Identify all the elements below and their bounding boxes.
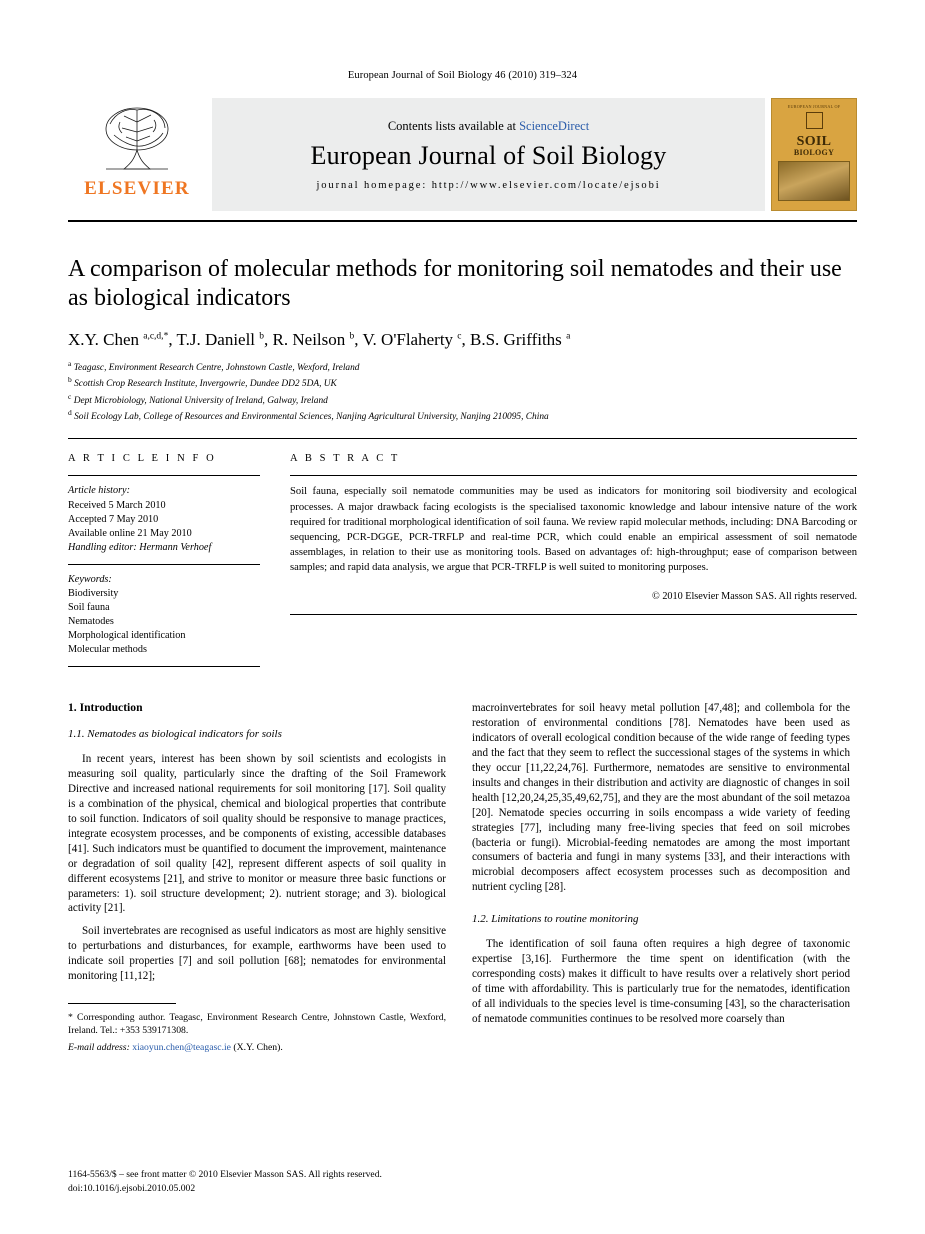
cover-title bbox=[794, 135, 834, 156]
body-column-left bbox=[68, 701, 446, 1058]
keywords-block bbox=[68, 573, 260, 657]
abstract-copyright: © 2010 Elsevier Masson SAS. All rights reserved. bbox=[652, 590, 857, 602]
subsection-heading-1-2: 1.2. Limitations to routine monitoring bbox=[472, 913, 639, 926]
footnote-divider bbox=[68, 1003, 176, 1004]
keyword-item: Nematodes bbox=[68, 616, 114, 628]
elsevier-wordmark: ELSEVIER bbox=[84, 178, 190, 199]
keywords-rule bbox=[68, 564, 260, 565]
article-history-item: Accepted 7 May 2010 bbox=[68, 513, 159, 525]
handling-editor: Handling editor: Hermann Verhoef bbox=[68, 541, 212, 553]
email-label: E-mail address: bbox=[68, 1042, 133, 1054]
sciencedirect-link[interactable]: ScienceDirect bbox=[519, 118, 590, 133]
cover-logo-square bbox=[806, 112, 823, 129]
paragraph: In recent years, interest has been shown by soil scientists and ecologists in measuring soil quality, particularly since the drafting of the Soil Framework Directive and increased national requirements for soil monitoring [17]. Soil quality is a combination of the physical, chemical and biological properties that contribute to soil function. Indicators of soil quality should be responsive to manage practices, integrate ecosystem processes, and be components of existing, accessible databases [41]. Such indicators must be quantified to document the improvement, maintenance or degradation of soil quality [42], represent different aspects of soil quality in different ecosystems [21], and strive to monitor or measure three basic functions or parameters: 1). soil structure development; 2). nutrient storage; and 3). biological activity [21]. bbox=[68, 753, 446, 915]
journal-cover-thumbnail bbox=[771, 98, 857, 211]
keyword-item: Soil fauna bbox=[68, 602, 110, 614]
keyword-item: Biodiversity bbox=[68, 587, 119, 599]
cover-top-line: EUROPEAN JOURNAL OF bbox=[787, 104, 841, 109]
cover-title-sub: BIOLOGY bbox=[793, 147, 835, 157]
affiliation-item: $^b$ Scottish Crop Research Institute, Invergowrie, Dundee DD2 5DA, UK bbox=[68, 375, 337, 390]
journal-masthead bbox=[68, 98, 857, 211]
title-block-divider bbox=[68, 438, 857, 439]
email-link[interactable]: xiaoyun.chen@teagasc.ie bbox=[132, 1042, 231, 1054]
affiliation-list bbox=[68, 359, 857, 425]
article-title: A comparison of molecular methods for monitoring soil nematodes and their use as biological indicators bbox=[68, 256, 842, 312]
paragraph: The identification of soil fauna often requires a high degree of taxonomic expertise [3,16]. Furthermore the time spent on identification (with the corresponding costs) makes it difficult to have results over a relatively short period of time with affordability. This is particularly true for the nematodes, identification of all individuals to the species level is time-consuming [43], so the characterisation of nematode communities continues to be resolved more coarsely than bbox=[472, 938, 850, 1025]
abstract-rule bbox=[290, 475, 857, 476]
affiliation-item: $^a$ Teagasc, Environment Research Centre, Johnstown Castle, Wexford, Ireland bbox=[68, 358, 360, 373]
imprint-block bbox=[68, 1168, 382, 1196]
elsevier-tree-icon bbox=[94, 102, 180, 176]
affiliation-item: $^c$ Dept Microbiology, National University of Ireland, Galway, Ireland bbox=[68, 391, 328, 406]
keyword-item: Morphological identification bbox=[68, 630, 186, 642]
email-note bbox=[68, 1041, 446, 1054]
issn-copyright-line: 1164-5563/$ – see front matter © 2010 Elsevier Masson SAS. All rights reserved. bbox=[68, 1169, 382, 1181]
article-info-column bbox=[68, 453, 286, 675]
abstract-text: Soil fauna, especially soil nematode communities may be used as indicators for monitoring soil biodiversity and ecological processes. A major drawback facing ecologists is the specialised taxonomic knowledge and labour intensive nature of the work required for traditional morphological identification of soil fauna. We review rapid molecular methods, including: DNA Barcoding or sequencing, PCR-DGGE, PCR-TRFLP and real-time PCR, which could enable an empirical assessment of soil nematode assemblages, in relation to their use as monitoring tools. Based on advantages of: high-throughput; ease of comparison between samples; and rapid data analysis, we argue that PCR-TRFLP is well suited to monitoring purposes. bbox=[290, 486, 857, 573]
subsection-heading-1-1: 1.1. Nematodes as biological indicators for soils bbox=[68, 728, 282, 741]
body-column-right bbox=[472, 701, 850, 1058]
info-abstract-section bbox=[68, 453, 857, 675]
keywords-label: Keywords: bbox=[68, 573, 112, 585]
footnote-block bbox=[68, 996, 446, 1055]
keywords-bottom-rule bbox=[68, 666, 260, 667]
abstract-column bbox=[286, 453, 857, 675]
article-info-heading: A R T I C L E I N F O bbox=[68, 453, 217, 465]
corresponding-author-note: * Corresponding author. Teagasc, Environment Research Centre, Johnstown Castle, Wexford, Ireland. Tel.: +353 539171308. bbox=[68, 1011, 446, 1037]
journal-banner bbox=[212, 98, 765, 211]
article-history-block bbox=[68, 484, 260, 554]
cover-photo bbox=[778, 161, 850, 201]
cover-title-main: SOIL bbox=[796, 134, 832, 150]
body-columns bbox=[68, 701, 857, 1058]
paragraph: Soil invertebrates are recognised as useful indicators as most are highly sensitive to perturbations and disturbances, for example, earthworms have been used to indicate soil properties [7] and soil pollution [68]; nematodes for environmental monitoring [11,12]; bbox=[68, 925, 446, 983]
elsevier-logo bbox=[68, 98, 206, 211]
article-history-item: Available online 21 May 2010 bbox=[68, 527, 192, 539]
contents-available-line bbox=[388, 119, 589, 134]
article-history-label: Article history: bbox=[68, 485, 130, 497]
doi-line: doi:10.1016/j.ejsobi.2010.05.002 bbox=[68, 1183, 196, 1195]
abstract-heading: A B S T R A C T bbox=[290, 453, 400, 465]
section-heading-introduction: 1. Introduction bbox=[68, 701, 143, 715]
article-history-item: Received 5 March 2010 bbox=[68, 499, 166, 511]
journal-homepage-link[interactable]: journal homepage: http://www.elsevier.com/locate/ejsobi bbox=[316, 179, 661, 191]
masthead-divider bbox=[68, 220, 857, 222]
paragraph: macroinvertebrates for soil heavy metal pollution [47,48]; and collembola for the restoration of environmental conditions [78]. Nematodes have been used as indicators of overall ecological condition because of the wide range of feeding types and the fact that they seem to reflect the successional stages of the systems in which they occur [11,22,24,76]. Furthermore, nematodes are sensitive to environmental insults and changes in their distribution and activity are diagnostic of changes in soil health [12,20,24,25,35,49,62,75], and they are the most abundant of the soil metazoa [20]. Nematode species occurring in soils encompass a wide variety of feeding strategies [77], including many free-living species that feed on soil microbes (bacteria or fungi). Microbial-feeding nematodes are among the most important consumers of bacteria and fungi in many systems [33], and their interactions with microbial decomposers affect ecosystem processes such as decomposition and nutrient cycling [28]. bbox=[472, 702, 850, 894]
author-list: X.Y. Chen $^{a,c,d,*}$, T.J. Daniell $^b$, R. Neilson $^b$, V. O'Flaherty $^c$, B.S. Griffiths $^a$ bbox=[68, 329, 571, 349]
journal-title: European Journal of Soil Biology bbox=[310, 140, 667, 170]
keyword-item: Molecular methods bbox=[68, 644, 147, 656]
affiliation-item: $^d$ Soil Ecology Lab, College of Resources and Environmental Sciences, Nanjing Agricultural University, Nanjing 210095, China bbox=[68, 408, 549, 423]
contents-prefix: Contents lists available at bbox=[387, 118, 520, 133]
email-suffix: (X.Y. Chen). bbox=[230, 1042, 283, 1054]
article-info-rule bbox=[68, 475, 260, 476]
running-head: European Journal of Soil Biology 46 (2010) 319–324 bbox=[347, 70, 578, 81]
abstract-bottom-rule bbox=[290, 614, 857, 615]
